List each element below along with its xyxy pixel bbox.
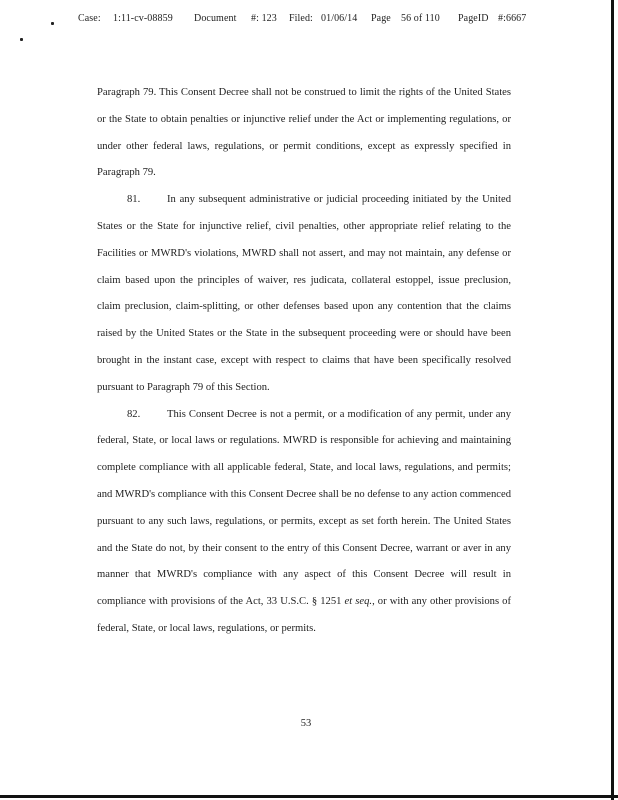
filed-label: Filed: <box>289 13 313 24</box>
page-number: 53 <box>300 718 312 729</box>
scan-mark <box>51 22 54 25</box>
filed-date: 01/06/14 <box>321 13 358 24</box>
paragraph-82-number: 82. <box>127 408 141 420</box>
scan-mark <box>20 38 23 41</box>
case-label: Case: <box>78 13 101 24</box>
pageid-label: PageID <box>458 13 489 24</box>
paragraph-82 <box>97 402 511 643</box>
pageid-number: #:6667 <box>498 13 527 24</box>
document-number: #: 123 <box>251 13 277 24</box>
et-seq-citation: et seq. <box>344 596 373 608</box>
page-range: 56 of 110 <box>401 13 440 24</box>
paragraph-81 <box>97 187 511 401</box>
paragraph-82-text-end: , or with any other provisions of federal, State, or local laws, regulations, or permits. <box>97 596 511 634</box>
paragraph-82-text: This Consent Decree is not a permit, or a modification of any permit, under any federal, State, or local laws or regulations. MWRD is responsible for achieving and maintaining complete compliance with all applicable federal, State, and local laws, regulations, and permits; and MWRD's compliance with this Consent Decree shall be no defense to any action commenced pursuant to any such laws, regulations, or permits, except as set forth herein. The United States and the State do not, by their consent to the entry of this Consent Decree, warrant or aver in any manner that MWRD's compliance with any aspect of this Consent Decree will result in compliance with provisions of the Act, 33 U.S.C. § 1251 <box>97 408 511 608</box>
scan-border-bottom <box>0 795 618 798</box>
paragraph-80-continued: Paragraph 79. This Consent Decree shall not be construed to limit the rights of the United States or the State to obtain penalties or injunctive relief under the Act or implementing regulations, or under other federal laws, regulations, or permit conditions, except as expressly specified in Paragraph 79. <box>97 87 511 179</box>
page-label: Page <box>371 13 391 24</box>
scan-border-right <box>611 0 614 800</box>
document-body <box>97 80 511 643</box>
case-number: 1:11-cv-08859 <box>113 13 173 24</box>
paragraph-81-number: 81. <box>127 194 141 206</box>
document-label: Document <box>194 13 237 24</box>
paragraph-81-text: In any subsequent administrative or judicial proceeding initiated by the United States or the State for injunctive relief, civil penalties, other appropriate relief relating to the Facilities or MWRD's violations, MWRD shall not assert, and may not maintain, any defense or claim based upon the principles of waiver, res judicata, collateral estoppel, issue preclusion, claim preclusion, claim-splitting, or other defenses based upon any contention that the claims raised by the United States or the State in the subsequent proceeding were or should have been brought in the instant case, except with respect to claims that have been specifically resolved pursuant to Paragraph 79 of this Section. <box>97 194 511 393</box>
